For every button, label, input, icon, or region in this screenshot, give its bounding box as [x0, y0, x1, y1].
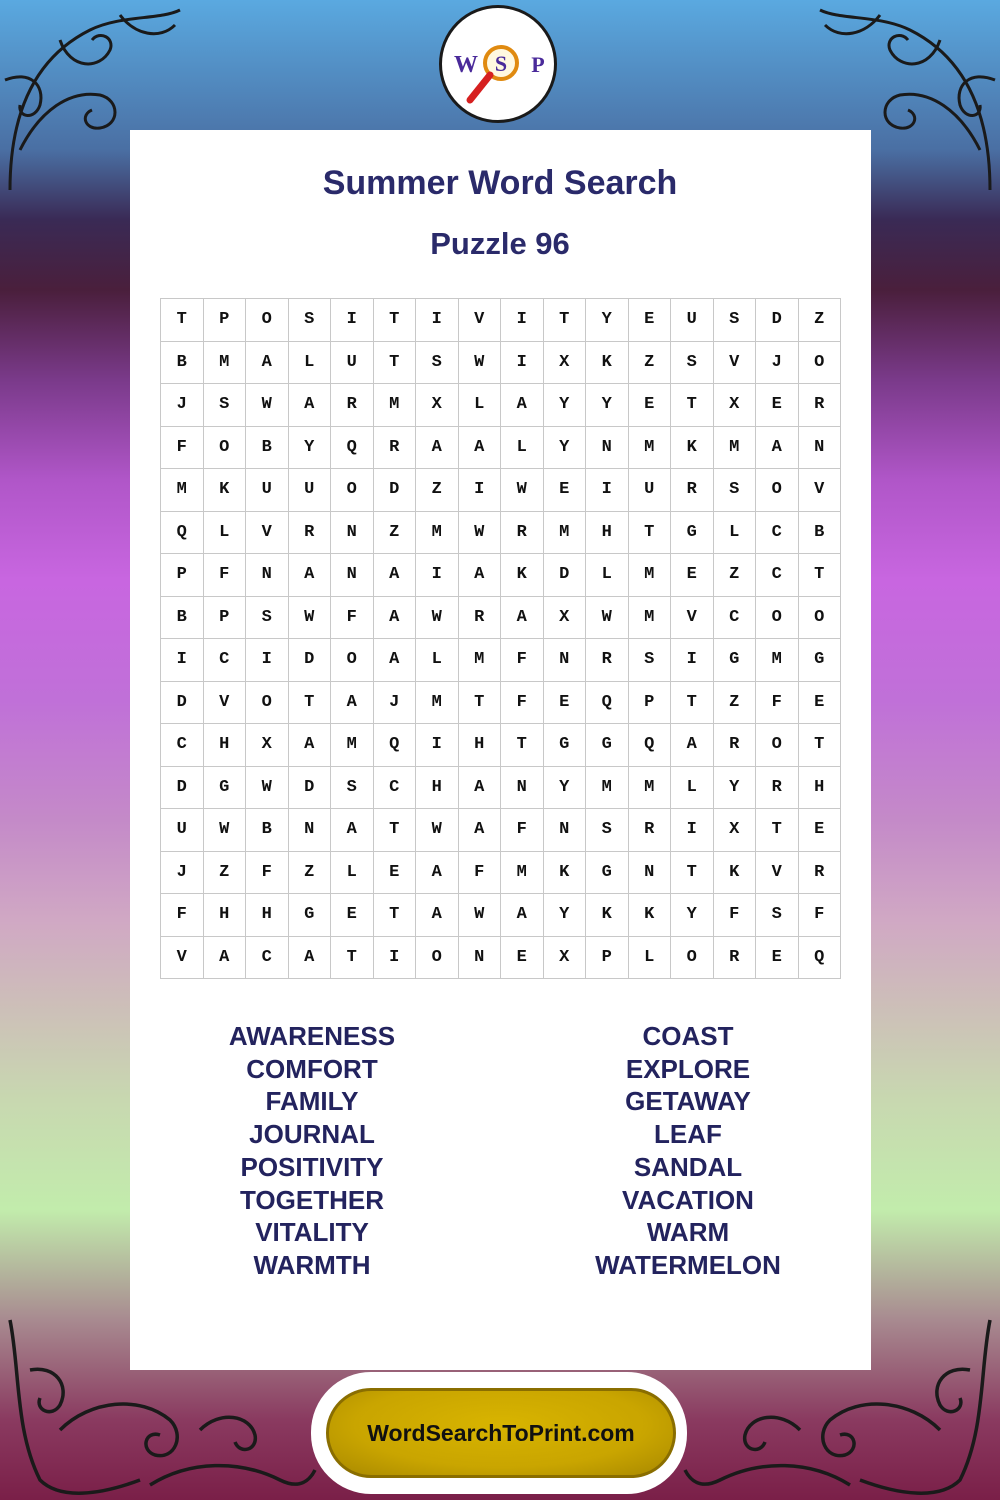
- grid-cell[interactable]: V: [246, 512, 289, 555]
- grid-cell[interactable]: F: [246, 852, 289, 895]
- grid-cell[interactable]: A: [289, 724, 332, 767]
- grid-cell[interactable]: K: [501, 554, 544, 597]
- grid-cell[interactable]: G: [586, 852, 629, 895]
- grid-cell[interactable]: S: [416, 342, 459, 385]
- grid-cell[interactable]: C: [714, 597, 757, 640]
- grid-cell[interactable]: E: [544, 469, 587, 512]
- grid-cell[interactable]: I: [416, 554, 459, 597]
- word-list-item: JOURNAL: [249, 1119, 375, 1150]
- grid-cell[interactable]: E: [756, 384, 799, 427]
- website-link-label: WordSearchToPrint.com: [367, 1419, 635, 1446]
- grid-cell[interactable]: V: [161, 937, 204, 980]
- grid-cell[interactable]: N: [289, 809, 332, 852]
- wsp-logo[interactable]: [439, 5, 557, 123]
- grid-cell[interactable]: A: [416, 894, 459, 937]
- grid-cell[interactable]: O: [756, 724, 799, 767]
- word-list-item: FAMILY: [265, 1086, 359, 1117]
- logo-letter-p: P: [531, 52, 545, 77]
- grid-cell[interactable]: W: [289, 597, 332, 640]
- grid-cell[interactable]: E: [544, 682, 587, 725]
- grid-cell[interactable]: A: [246, 342, 289, 385]
- grid-cell[interactable]: H: [799, 767, 842, 810]
- grid-cell[interactable]: O: [331, 469, 374, 512]
- grid-cell[interactable]: R: [289, 512, 332, 555]
- grid-cell[interactable]: T: [374, 894, 417, 937]
- magnifier-icon: [442, 8, 554, 120]
- grid-cell[interactable]: S: [756, 894, 799, 937]
- grid-cell[interactable]: W: [246, 767, 289, 810]
- grid-cell[interactable]: S: [204, 384, 247, 427]
- grid-cell[interactable]: A: [416, 427, 459, 470]
- grid-cell[interactable]: A: [459, 767, 502, 810]
- grid-cell[interactable]: S: [289, 299, 332, 342]
- grid-cell[interactable]: S: [331, 767, 374, 810]
- grid-cell[interactable]: Y: [544, 894, 587, 937]
- grid-cell[interactable]: Z: [629, 342, 672, 385]
- grid-cell[interactable]: W: [586, 597, 629, 640]
- grid-cell[interactable]: P: [586, 937, 629, 980]
- page-title: Summer Word Search: [322, 164, 678, 202]
- grid-cell[interactable]: R: [799, 852, 842, 895]
- grid-cell[interactable]: X: [246, 724, 289, 767]
- grid-cell[interactable]: D: [161, 767, 204, 810]
- grid-cell[interactable]: P: [161, 554, 204, 597]
- grid-cell[interactable]: G: [714, 639, 757, 682]
- grid-cell[interactable]: A: [374, 554, 417, 597]
- grid-cell[interactable]: L: [671, 767, 714, 810]
- grid-cell[interactable]: V: [756, 852, 799, 895]
- grid-cell[interactable]: E: [799, 682, 842, 725]
- grid-cell[interactable]: F: [714, 894, 757, 937]
- grid-cell[interactable]: O: [756, 597, 799, 640]
- word-list-item: AWARENESS: [228, 1021, 396, 1051]
- grid-cell[interactable]: Y: [714, 767, 757, 810]
- grid-cell[interactable]: A: [289, 384, 332, 427]
- grid-cell[interactable]: E: [374, 852, 417, 895]
- grid-cell[interactable]: I: [161, 639, 204, 682]
- grid-cell[interactable]: T: [799, 554, 842, 597]
- word-list-item: COMFORT: [246, 1053, 378, 1084]
- grid-cell[interactable]: B: [799, 512, 842, 555]
- grid-cell[interactable]: T: [501, 724, 544, 767]
- grid-cell[interactable]: S: [586, 809, 629, 852]
- grid-cell[interactable]: R: [586, 639, 629, 682]
- grid-cell[interactable]: K: [586, 342, 629, 385]
- grid-cell[interactable]: D: [161, 682, 204, 725]
- grid-cell[interactable]: D: [374, 469, 417, 512]
- word-list-item: COAST: [642, 1021, 734, 1051]
- grid-cell[interactable]: M: [629, 767, 672, 810]
- website-link-button[interactable]: [326, 1388, 676, 1478]
- grid-cell[interactable]: M: [544, 512, 587, 555]
- grid-cell[interactable]: M: [586, 767, 629, 810]
- grid-cell[interactable]: N: [799, 427, 842, 470]
- grid-cell[interactable]: E: [501, 937, 544, 980]
- grid-cell[interactable]: H: [204, 894, 247, 937]
- grid-cell[interactable]: U: [161, 809, 204, 852]
- grid-cell[interactable]: A: [501, 894, 544, 937]
- grid-cell[interactable]: N: [501, 767, 544, 810]
- grid-cell[interactable]: N: [331, 554, 374, 597]
- grid-cell[interactable]: S: [671, 342, 714, 385]
- grid-cell[interactable]: Z: [289, 852, 332, 895]
- grid-cell[interactable]: N: [544, 809, 587, 852]
- grid-cell[interactable]: Z: [416, 469, 459, 512]
- grid-cell[interactable]: X: [544, 342, 587, 385]
- grid-cell[interactable]: H: [416, 767, 459, 810]
- grid-cell[interactable]: D: [756, 299, 799, 342]
- grid-cell[interactable]: T: [671, 852, 714, 895]
- grid-cell[interactable]: C: [756, 554, 799, 597]
- grid-cell[interactable]: M: [204, 342, 247, 385]
- grid-cell[interactable]: A: [374, 597, 417, 640]
- grid-cell[interactable]: M: [374, 384, 417, 427]
- grid-cell[interactable]: A: [374, 639, 417, 682]
- grid-cell[interactable]: A: [416, 852, 459, 895]
- grid-cell[interactable]: G: [289, 894, 332, 937]
- word-list-item: TOGETHER: [240, 1184, 384, 1215]
- grid-cell[interactable]: P: [629, 682, 672, 725]
- letter-grid: [160, 298, 841, 979]
- grid-cell[interactable]: M: [629, 597, 672, 640]
- grid-cell[interactable]: T: [671, 384, 714, 427]
- grid-cell[interactable]: T: [161, 299, 204, 342]
- grid-cell[interactable]: T: [671, 682, 714, 725]
- grid-cell[interactable]: I: [416, 299, 459, 342]
- grid-cell[interactable]: T: [799, 724, 842, 767]
- grid-cell[interactable]: K: [671, 427, 714, 470]
- grid-cell[interactable]: I: [586, 469, 629, 512]
- grid-cell[interactable]: R: [714, 937, 757, 980]
- grid-cell[interactable]: L: [204, 512, 247, 555]
- grid-cell[interactable]: T: [459, 682, 502, 725]
- grid-cell[interactable]: T: [374, 342, 417, 385]
- grid-cell[interactable]: J: [161, 384, 204, 427]
- word-list-right: [538, 1020, 838, 1282]
- grid-cell[interactable]: F: [161, 894, 204, 937]
- grid-cell[interactable]: O: [204, 427, 247, 470]
- grid-cell[interactable]: H: [246, 894, 289, 937]
- grid-cell[interactable]: Z: [374, 512, 417, 555]
- grid-cell[interactable]: K: [204, 469, 247, 512]
- grid-cell[interactable]: Q: [586, 682, 629, 725]
- grid-cell[interactable]: M: [501, 852, 544, 895]
- grid-cell[interactable]: J: [756, 342, 799, 385]
- grid-cell[interactable]: A: [459, 554, 502, 597]
- grid-cell[interactable]: V: [714, 342, 757, 385]
- grid-cell[interactable]: A: [501, 384, 544, 427]
- grid-cell[interactable]: R: [756, 767, 799, 810]
- grid-cell[interactable]: E: [629, 384, 672, 427]
- grid-cell[interactable]: M: [459, 639, 502, 682]
- grid-cell[interactable]: Z: [714, 554, 757, 597]
- grid-cell[interactable]: I: [501, 342, 544, 385]
- word-list-left: [162, 1020, 462, 1282]
- grid-cell[interactable]: O: [756, 469, 799, 512]
- grid-cell[interactable]: F: [501, 682, 544, 725]
- grid-cell[interactable]: W: [459, 512, 502, 555]
- logo-letter-s: S: [494, 51, 508, 76]
- grid-cell[interactable]: A: [756, 427, 799, 470]
- grid-cell[interactable]: W: [246, 384, 289, 427]
- grid-cell[interactable]: I: [331, 299, 374, 342]
- grid-cell[interactable]: K: [586, 894, 629, 937]
- grid-cell[interactable]: U: [246, 469, 289, 512]
- grid-cell[interactable]: Z: [799, 299, 842, 342]
- grid-cell[interactable]: A: [459, 427, 502, 470]
- grid-cell[interactable]: O: [799, 342, 842, 385]
- grid-cell[interactable]: U: [289, 469, 332, 512]
- grid-cell[interactable]: C: [161, 724, 204, 767]
- grid-cell[interactable]: O: [246, 682, 289, 725]
- grid-cell[interactable]: L: [586, 554, 629, 597]
- word-list-item: WATERMELON: [595, 1249, 781, 1280]
- grid-cell[interactable]: P: [204, 597, 247, 640]
- grid-cell[interactable]: T: [544, 299, 587, 342]
- grid-cell[interactable]: S: [714, 469, 757, 512]
- grid-cell[interactable]: P: [204, 299, 247, 342]
- grid-cell[interactable]: X: [714, 384, 757, 427]
- grid-cell[interactable]: Y: [586, 299, 629, 342]
- grid-cell[interactable]: S: [246, 597, 289, 640]
- grid-cell[interactable]: M: [416, 682, 459, 725]
- grid-cell[interactable]: H: [459, 724, 502, 767]
- grid-cell[interactable]: T: [629, 512, 672, 555]
- grid-cell[interactable]: V: [671, 597, 714, 640]
- grid-cell[interactable]: D: [289, 639, 332, 682]
- grid-cell[interactable]: X: [544, 597, 587, 640]
- grid-cell[interactable]: A: [501, 597, 544, 640]
- word-list-item: GETAWAY: [625, 1086, 751, 1117]
- grid-cell[interactable]: M: [756, 639, 799, 682]
- word-list-item: SANDAL: [633, 1151, 743, 1182]
- grid-cell[interactable]: D: [289, 767, 332, 810]
- grid-cell[interactable]: T: [374, 299, 417, 342]
- grid-cell[interactable]: M: [416, 512, 459, 555]
- grid-cell[interactable]: J: [161, 852, 204, 895]
- grid-cell[interactable]: G: [586, 724, 629, 767]
- grid-cell[interactable]: E: [629, 299, 672, 342]
- grid-cell[interactable]: F: [161, 427, 204, 470]
- grid-cell[interactable]: R: [501, 512, 544, 555]
- grid-cell[interactable]: A: [204, 937, 247, 980]
- grid-cell[interactable]: Q: [331, 427, 374, 470]
- grid-cell[interactable]: L: [416, 639, 459, 682]
- grid-cell[interactable]: L: [331, 852, 374, 895]
- grid-cell[interactable]: Z: [714, 682, 757, 725]
- logo-letter-w: W: [454, 52, 478, 78]
- grid-cell[interactable]: G: [544, 724, 587, 767]
- grid-cell[interactable]: I: [459, 469, 502, 512]
- grid-cell[interactable]: R: [714, 724, 757, 767]
- grid-cell[interactable]: L: [629, 937, 672, 980]
- grid-cell[interactable]: Y: [289, 427, 332, 470]
- grid-cell[interactable]: C: [756, 512, 799, 555]
- grid-cell[interactable]: K: [629, 894, 672, 937]
- grid-cell[interactable]: T: [374, 809, 417, 852]
- grid-cell[interactable]: U: [671, 299, 714, 342]
- grid-cell[interactable]: W: [501, 469, 544, 512]
- grid-cell[interactable]: J: [374, 682, 417, 725]
- grid-cell[interactable]: N: [544, 639, 587, 682]
- grid-cell[interactable]: A: [671, 724, 714, 767]
- grid-cell[interactable]: U: [331, 342, 374, 385]
- grid-cell[interactable]: H: [204, 724, 247, 767]
- grid-cell[interactable]: C: [204, 639, 247, 682]
- grid-cell[interactable]: F: [501, 809, 544, 852]
- word-list-item: WARMTH: [253, 1249, 371, 1280]
- grid-cell[interactable]: N: [331, 512, 374, 555]
- grid-cell[interactable]: Y: [544, 427, 587, 470]
- grid-cell[interactable]: B: [161, 342, 204, 385]
- grid-cell[interactable]: T: [331, 937, 374, 980]
- grid-cell[interactable]: T: [756, 809, 799, 852]
- grid-cell[interactable]: W: [416, 597, 459, 640]
- grid-cell[interactable]: W: [416, 809, 459, 852]
- grid-cell[interactable]: H: [586, 512, 629, 555]
- grid-cell[interactable]: A: [331, 809, 374, 852]
- grid-cell[interactable]: G: [671, 512, 714, 555]
- grid-cell[interactable]: Q: [374, 724, 417, 767]
- grid-cell[interactable]: F: [331, 597, 374, 640]
- grid-cell[interactable]: S: [714, 299, 757, 342]
- grid-cell[interactable]: I: [501, 299, 544, 342]
- word-list-item: WARM: [646, 1217, 730, 1248]
- grid-cell[interactable]: R: [629, 809, 672, 852]
- word-list-item: VITALITY: [255, 1217, 369, 1248]
- grid-cell[interactable]: Q: [629, 724, 672, 767]
- grid-cell[interactable]: O: [331, 639, 374, 682]
- word-list-item: LEAF: [654, 1119, 722, 1150]
- grid-cell[interactable]: X: [714, 809, 757, 852]
- grid-cell[interactable]: F: [501, 639, 544, 682]
- grid-cell[interactable]: O: [799, 597, 842, 640]
- grid-cell[interactable]: W: [459, 342, 502, 385]
- grid-cell[interactable]: Y: [544, 767, 587, 810]
- grid-cell[interactable]: B: [246, 427, 289, 470]
- grid-cell[interactable]: G: [799, 639, 842, 682]
- grid-cell[interactable]: D: [544, 554, 587, 597]
- grid-cell[interactable]: E: [756, 937, 799, 980]
- grid-cell[interactable]: I: [416, 724, 459, 767]
- word-list-item: EXPLORE: [625, 1053, 751, 1084]
- grid-cell[interactable]: N: [459, 937, 502, 980]
- grid-cell[interactable]: R: [459, 597, 502, 640]
- grid-cell[interactable]: R: [374, 427, 417, 470]
- grid-cell[interactable]: O: [416, 937, 459, 980]
- grid-cell[interactable]: O: [246, 299, 289, 342]
- grid-cell[interactable]: V: [459, 299, 502, 342]
- grid-cell[interactable]: Y: [671, 894, 714, 937]
- grid-cell[interactable]: O: [671, 937, 714, 980]
- grid-cell[interactable]: L: [289, 342, 332, 385]
- grid-cell[interactable]: Y: [544, 384, 587, 427]
- grid-cell[interactable]: I: [671, 809, 714, 852]
- grid-cell[interactable]: L: [714, 512, 757, 555]
- grid-cell[interactable]: E: [331, 894, 374, 937]
- puzzle-number: Puzzle 96: [430, 226, 570, 261]
- grid-cell[interactable]: A: [289, 554, 332, 597]
- grid-cell[interactable]: K: [714, 852, 757, 895]
- grid-cell[interactable]: V: [799, 469, 842, 512]
- grid-cell[interactable]: L: [459, 384, 502, 427]
- grid-cell[interactable]: F: [799, 894, 842, 937]
- grid-cell[interactable]: U: [629, 469, 672, 512]
- grid-cell[interactable]: M: [331, 724, 374, 767]
- grid-cell[interactable]: Z: [204, 852, 247, 895]
- grid-cell[interactable]: X: [416, 384, 459, 427]
- grid-cell[interactable]: I: [671, 639, 714, 682]
- grid-cell[interactable]: A: [289, 937, 332, 980]
- grid-cell[interactable]: I: [246, 639, 289, 682]
- grid-cell[interactable]: A: [459, 809, 502, 852]
- grid-cell[interactable]: M: [714, 427, 757, 470]
- grid-cell[interactable]: R: [331, 384, 374, 427]
- grid-cell[interactable]: F: [459, 852, 502, 895]
- grid-cell[interactable]: M: [161, 469, 204, 512]
- grid-cell[interactable]: W: [459, 894, 502, 937]
- grid-cell[interactable]: N: [629, 852, 672, 895]
- word-list-item: VACATION: [622, 1184, 754, 1215]
- grid-cell[interactable]: M: [629, 554, 672, 597]
- word-list-item: POSITIVITY: [240, 1151, 384, 1182]
- grid-cell[interactable]: T: [289, 682, 332, 725]
- grid-cell[interactable]: W: [204, 809, 247, 852]
- grid-cell[interactable]: B: [161, 597, 204, 640]
- grid-cell[interactable]: G: [204, 767, 247, 810]
- grid-cell[interactable]: A: [331, 682, 374, 725]
- grid-cell[interactable]: Y: [586, 384, 629, 427]
- grid-cell[interactable]: Q: [799, 937, 842, 980]
- grid-cell[interactable]: B: [246, 809, 289, 852]
- grid-cell[interactable]: N: [586, 427, 629, 470]
- grid-cell[interactable]: S: [629, 639, 672, 682]
- grid-cell[interactable]: V: [204, 682, 247, 725]
- grid-cell[interactable]: F: [204, 554, 247, 597]
- grid-cell[interactable]: C: [374, 767, 417, 810]
- grid-cell[interactable]: R: [799, 384, 842, 427]
- grid-cell[interactable]: E: [671, 554, 714, 597]
- grid-cell[interactable]: L: [501, 427, 544, 470]
- grid-cell[interactable]: F: [756, 682, 799, 725]
- grid-cell[interactable]: R: [671, 469, 714, 512]
- grid-cell[interactable]: E: [799, 809, 842, 852]
- grid-cell[interactable]: I: [374, 937, 417, 980]
- grid-cell[interactable]: N: [246, 554, 289, 597]
- grid-cell[interactable]: X: [544, 937, 587, 980]
- grid-cell[interactable]: K: [544, 852, 587, 895]
- grid-cell[interactable]: M: [629, 427, 672, 470]
- grid-cell[interactable]: C: [246, 937, 289, 980]
- grid-cell[interactable]: Q: [161, 512, 204, 555]
